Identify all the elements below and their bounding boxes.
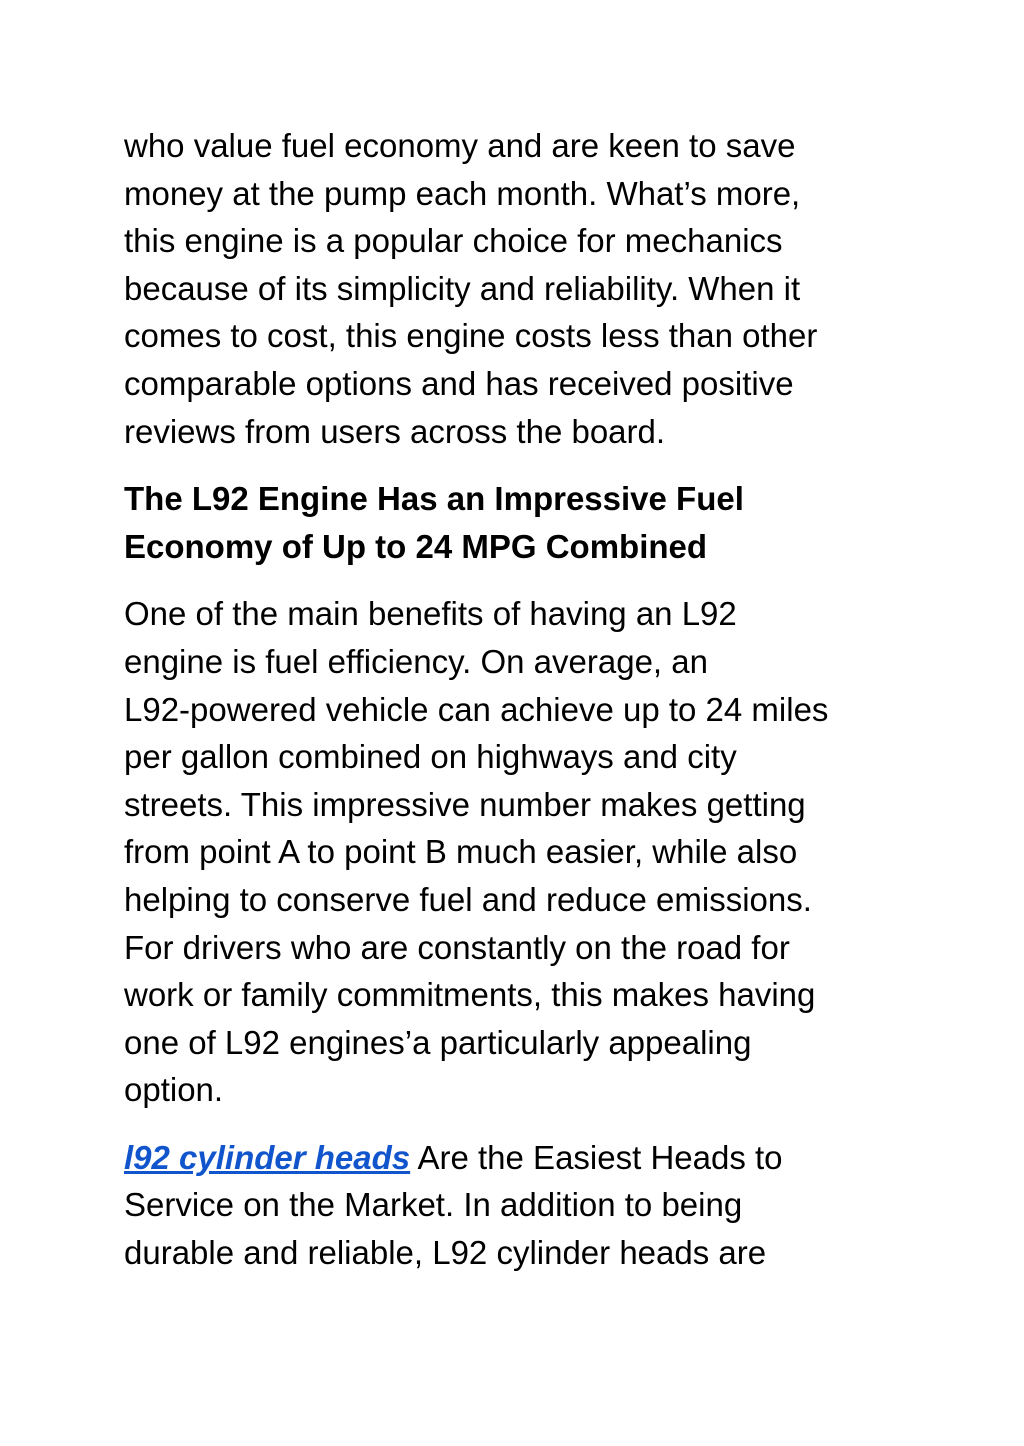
text-line: because of its simplicity and reliability. When it	[124, 269, 801, 307]
text-line: who value fuel economy and are keen to save	[124, 127, 796, 164]
text-fragment: Are the Easiest Heads to	[410, 1138, 783, 1176]
text-line: durable and reliable, L92 cylinder heads are	[124, 1234, 767, 1272]
cylinder-heads-link[interactable]: l92 cylinder heads	[124, 1138, 411, 1176]
text-line: per gallon combined on highways and city	[124, 738, 737, 776]
text-line: L92-powered vehicle can achieve up to 24 miles	[124, 690, 829, 728]
text-line: option.	[124, 1071, 224, 1109]
heading-line: The L92 Engine Has an Impressive Fuel	[124, 480, 744, 518]
text-line: money at the pump each month. What’s more,	[124, 174, 801, 212]
text-line: reviews from users across the board.	[124, 412, 666, 450]
paragraph-fuel-efficiency	[124, 590, 900, 1114]
text-line: one of L92 engines’a particularly appealing	[124, 1023, 752, 1061]
document-body	[124, 122, 900, 1277]
text-line: work or family commitments, this makes having	[124, 976, 816, 1014]
text-line: streets. This impressive number makes getting	[124, 785, 806, 823]
text-line: comparable options and has received positive	[124, 364, 794, 402]
heading-line: Economy of Up to 24 MPG Combined	[124, 527, 708, 565]
paragraph-cylinder-heads	[124, 1134, 900, 1277]
text-line: helping to conserve fuel and reduce emissions.	[124, 880, 812, 918]
text-line	[124, 1134, 900, 1182]
text-line: from point A to point B much easier, while also	[124, 833, 798, 871]
text-line: Service on the Market. In addition to being	[124, 1186, 743, 1224]
text-line: One of the main benefits of having an L92	[124, 595, 737, 633]
text-line: For drivers who are constantly on the road for	[124, 928, 790, 966]
text-line: engine is fuel efficiency. On average, an	[124, 642, 708, 680]
text-line: this engine is a popular choice for mechanics	[124, 222, 783, 260]
paragraph-fuel-economy-intro	[124, 122, 900, 455]
section-heading	[124, 475, 900, 570]
text-line: comes to cost, this engine costs less than other	[124, 317, 818, 355]
